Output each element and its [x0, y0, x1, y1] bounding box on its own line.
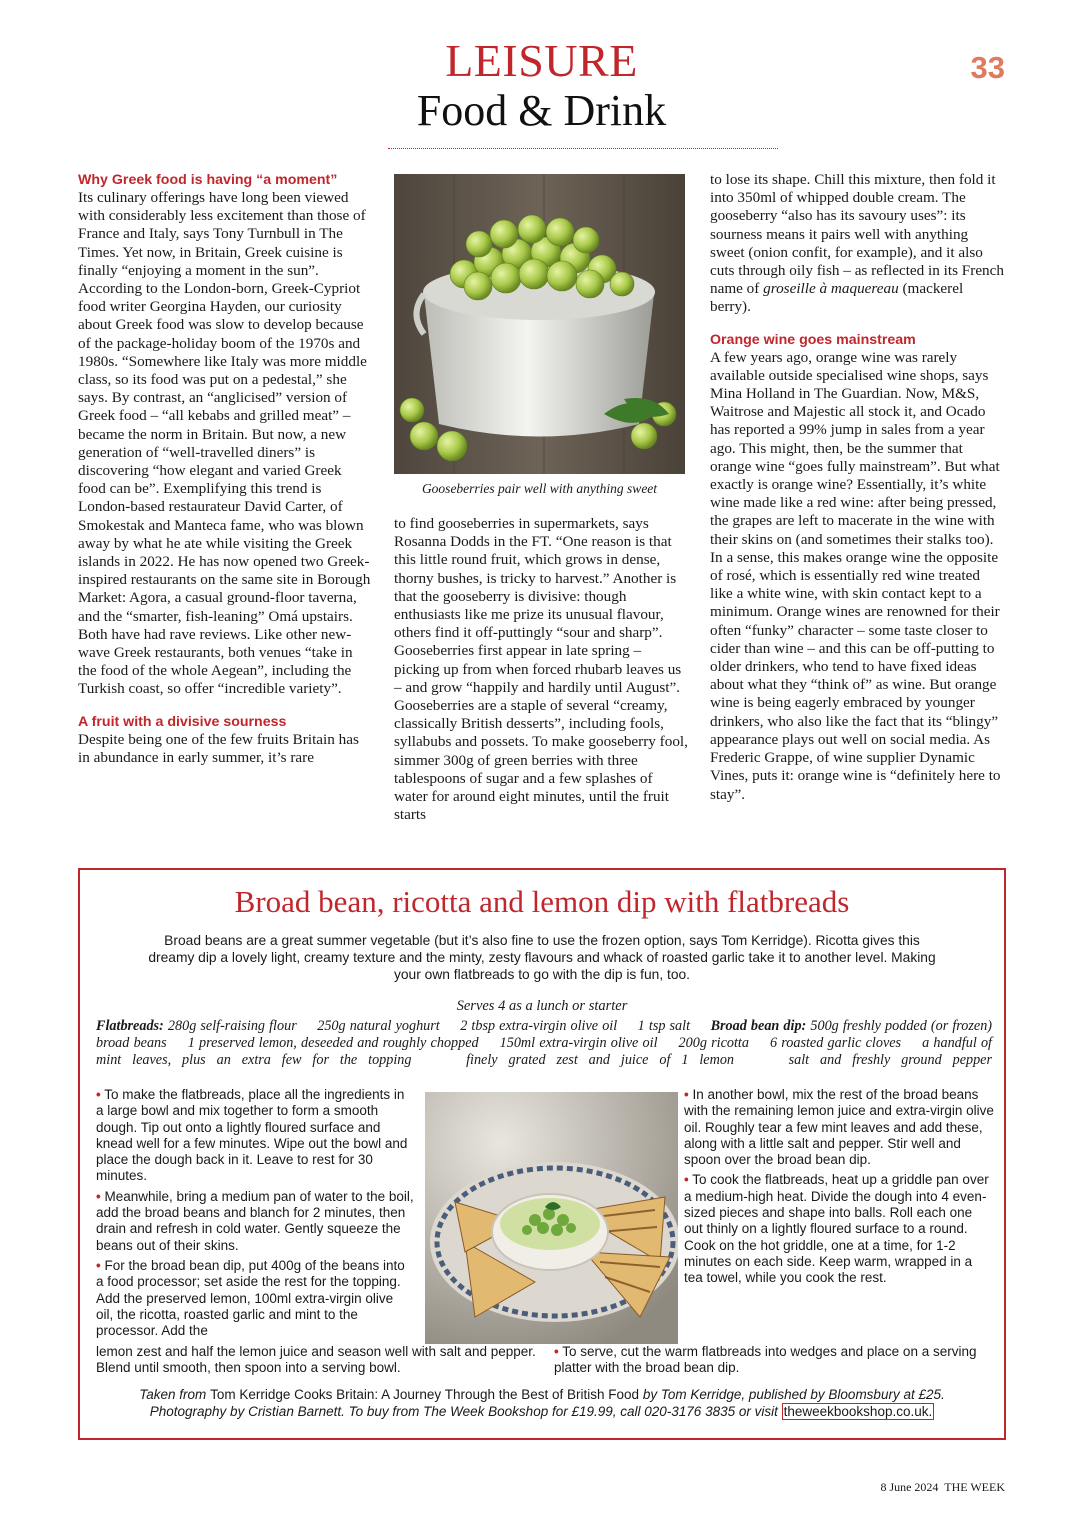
recipe-serves: Serves 4 as a lunch or starter — [456, 998, 628, 1014]
recipe-box — [78, 868, 1006, 1440]
dip-plate-illustration — [425, 1092, 678, 1344]
book-title: Tom Kerridge Cooks Britain: A Journey Through the Best of British Food — [210, 1387, 640, 1402]
method-step-3-continued: lemon zest and half the lemon juice and season well with salt and pepper. Blend until smooth, then spoon into a serving bowl. — [96, 1344, 536, 1376]
bookshop-link[interactable]: theweekbookshop.co.uk. — [783, 1404, 933, 1419]
method-left — [96, 1087, 414, 1339]
header-divider — [388, 148, 778, 149]
gooseberry-bowl-illustration — [394, 174, 685, 474]
recipe-credit: Taken from Tom Kerridge Cooks Britain: A Journey Through the Best of British Food by Tom Kerridge, published by Bloomsbury at £25. Photography by Cristian Barnett. To buy from The Week Bookshop for £19.99, call 020-3176 3835 or visit theweekbookshop.co.uk. — [139, 1387, 945, 1419]
method-step-5: • To cook the flatbreads, heat up a griddle pan over a medium-high heat. Divide the dough into 4 even-sized pieces and shape into balls. Roll each one out thinly on a lightly floured surface to a round. Cook on the hot griddle, one at a time, for 1-2 minutes on each side. Keep warm, wrapped in a tea towel, while you cook the rest. — [684, 1172, 989, 1286]
article-heading-orange-wine: Orange wine goes mainstream — [710, 331, 916, 348]
dip-photo — [425, 1092, 678, 1344]
method-step-2: • Meanwhile, bring a medium pan of water to the boil, add the broad beans and blanch for 2 minutes, then drain and refresh in cold water. Gently squeeze the beans out of their skins. — [96, 1188, 414, 1253]
section-title: LEISURE — [445, 35, 638, 86]
issue-date: 8 June 2024 — [880, 1480, 939, 1494]
article-body-greek-food: Its culinary offerings have long been viewed with considerably less excitement than those of France and Italy, says Tony Turnbull in The Times. Yet now, in Britain, Greek cuisine is finally “enjoying a moment in the sun”. According to the London-born, Greek-Cypriot food writer Georgina Hayden, our curiosity about Greek food was slow to develop because of the package-holiday boom of the 1970s and 1980s. “Somewhere like Italy was more middle class, so its food was put on a pedestal,” she says. By contrast, an “anglicised” version of Greek food – “all kebabs and grilled meat” – became the norm in Britain. But now, a new generation of “well-travelled diners” is discovering “how elegant and varied Greek food can be”. Exemplifying this trend is London-based restaurateur David Carter, of Smokestak and Manteca fame, who was blown away by what he ate while visiting the Greek islands in 2022. He has now opened two Greek-inspired restaurants on the same site in Borough Market: Agora, a casual ground-floor taverna, and the “smarter, fish-leaning” Omá upstairs. Both have had rave reviews. Like other new-wave Greek restaurants, both venues “take in the food of the whole Aegean”, including the Turkish coast, so offer “incredible variety”. — [78, 189, 371, 698]
dip-label: Broad bean dip: — [710, 1018, 807, 1034]
method-step-1: • To make the flatbreads, place all the ingredients in a large bowl and mix together to form a smooth dough. Tip out onto a lightly floured surface and knead well for a few minutes. Wipe out the bowl and place the dough back in it. Leave to rest for 30 minutes. — [96, 1087, 408, 1184]
method-step-4: • In another bowl, mix the rest of the broad beans with the remaining lemon juice and extra-virgin olive oil. Roughly tear a few mint leaves and add these, along with a little salt and pepper. Stir well and spoon over the broad bean dip. — [684, 1087, 994, 1168]
page-footer — [880, 1480, 1005, 1495]
column-left — [78, 171, 372, 767]
column-middle — [394, 515, 688, 824]
article-body-orange-wine: A few years ago, orange wine was rarely available outside specialised wine shops, says Mina Holland in The Guardian. Now, M&S, Waitrose and Majestic all stock it, and Ocado has reported a 99% jump in sales from a year ago. This might, then, be the summer that orange wine “goes fully mainstream”. But what exactly is orange wine? Essentially, it’s white wine made like a red wine: after being pressed, the grapes are left to macerate in the wine with their skins on (and sometimes their stalks too). In a sense, this makes orange wine the opposite of rosé, which is essentially red wine treated like a white wine, with skin contact kept to a minimum. Orange wines are renowned for their often “funky” character – some taste closer to cider than wine – and this can be off-putting to older drinkers, who tend to have fixed ideas about what they “think of” as wine. But orange wine is being eagerly embraced by younger drinkers, who also like the fact that its “blingy” appearance plays out well on social media. As Frederic Grappe, of wine supplier Dynamic Vines, puts it: orange wine is “definitely here to stay”. — [710, 348, 1001, 803]
masthead — [0, 36, 1083, 136]
flatbreads-ingredients: 280g self-raising flour 250g natural yoghurt 2 tbsp extra-virgin olive oil 1 tsp salt — [167, 1018, 691, 1034]
article-body-gooseberry-part1: Despite being one of the few fruits Britain has in abundance in early summer, it’s rare — [78, 730, 359, 766]
gooseberry-photo — [394, 174, 685, 474]
french-name: groseille à maquereau — [763, 280, 899, 298]
recipe-title: Broad bean, ricotta and lemon dip with flatbreads — [234, 884, 850, 919]
column-right — [710, 171, 1004, 804]
dip-ingredients: 500g freshly podded (or frozen) broad beans 1 preserved lemon, deseeded and roughly chopped 150ml extra-virgin olive oil 200g ricotta 6 roasted garlic cloves a handful of mint leaves, plus an extra few for the topping finely grated zest and juice of 1 lemon salt and freshly ground pepper — [96, 1018, 993, 1068]
recipe-ingredients — [96, 1018, 992, 1069]
photo-caption: Gooseberries pair well with anything sweet — [421, 481, 658, 496]
flatbreads-label: Flatbreads: — [96, 1018, 164, 1034]
page-number: 33 — [970, 50, 1005, 85]
method-step-6: • To serve, cut the warm flatbreads into wedges and place on a serving platter with the broad bean dip. — [554, 1344, 977, 1376]
publication-name: THE WEEK — [944, 1480, 1005, 1494]
section-subtitle: Food & Drink — [416, 86, 667, 135]
recipe-intro: Broad beans are a great summer vegetable (but it’s also fine to use the frozen option, says Tom Kerridge). Ricotta gives this dreamy dip a lovely light, creamy texture and the minty, zesty flavours and whack of roasted garlic take it to another level. Making your own flatbreads to go with the dip is fun, too. — [148, 933, 936, 982]
article-body-gooseberry-part2: to find gooseberries in supermarkets, says Rosanna Dodds in the FT. “One reason is that this little round fruit, which grows in dense, thorny bushes, is tricky to harvest.” Another is that the gooseberry is divisive: though enthusiasts like me prize its unusual flavour, others find it off-puttingly “sour and sharp”. Gooseberries first appear in late spring – picking up from when forced rhubarb leaves us – and grow “happily and hardily until August”. Gooseberries are a staple of several “creamy, classically British desserts”, including fools, syllabubs and possets. To make gooseberry fool, simmer 300g of green berries with three tablespoons of sugar and a few splashes of water for around eight minutes, until the fruit starts — [394, 515, 688, 824]
article-heading-greek-food: Why Greek food is having “a moment” — [78, 172, 338, 188]
method-right — [684, 1087, 994, 1287]
article-body-gooseberry-part3: to lose its shape. Chill this mixture, then fold it into 350ml of whipped double cream. The gooseberry “also has its savoury uses”: its sourness means it pairs well with anything sweet (onion confit, for example), and it also cuts through oily fish – as reflected in its French name of groseille à maquereau (mackerel berry). — [710, 171, 1004, 316]
article-heading-gooseberry: A fruit with a divisive sourness — [78, 713, 287, 730]
method-step-3: • For the broad bean dip, put 400g of the beans into a food processor; set aside the rest for the topping. Add the preserved lemon, 100ml extra-virgin olive oil, the ricotta, roasted garlic and mint to the processor. Add the — [96, 1257, 405, 1339]
